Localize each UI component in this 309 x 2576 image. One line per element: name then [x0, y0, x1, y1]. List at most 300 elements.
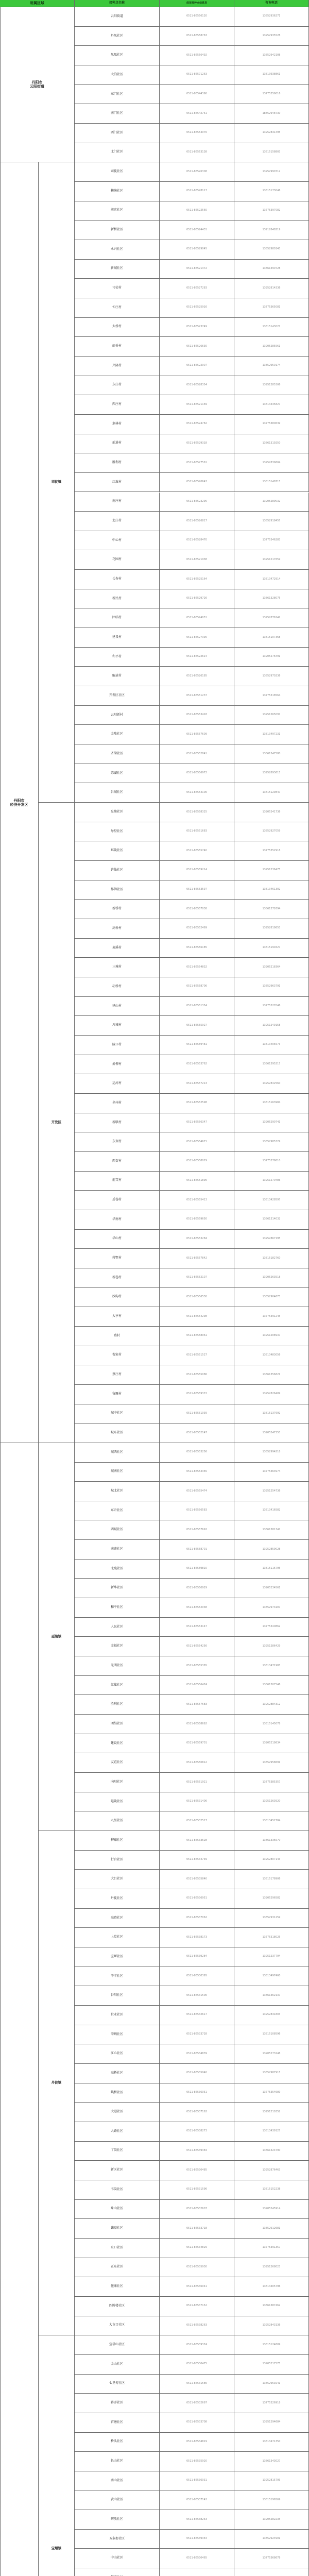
landline-cell: 0511-86551527 — [160, 1346, 234, 1366]
site-name-cell: 团结村 — [75, 608, 160, 628]
mobile-number: 13775354689 — [262, 2091, 281, 2094]
mobile-number: 13815124809 — [262, 2343, 281, 2346]
phone-cell — [234, 182, 309, 201]
landline-cell: 0511-86538273 — [160, 2122, 234, 2142]
mobile-number: 13815129847 — [262, 790, 281, 794]
mobile-number: 13951249158 — [262, 1023, 281, 1027]
landline-cell: 0511-86552469 — [160, 919, 234, 939]
phone-cell — [234, 1016, 309, 1036]
mobile-number: 13951263920 — [262, 1800, 281, 1803]
mobile-number: 13815143027 — [262, 325, 281, 328]
mobile-number: 13952867195 — [262, 1237, 281, 1241]
mobile-number: 13815178906 — [262, 1877, 281, 1880]
site-name-cell: 新桥社区 — [75, 221, 160, 240]
header-phone: 咨询电话 — [234, 0, 309, 7]
landline-cell: 0511-86558701 — [160, 1540, 234, 1560]
mobile-number: 13861343027 — [262, 2459, 281, 2463]
phone-cell — [234, 1307, 309, 1327]
landline-cell: 0511-86537142 — [160, 2490, 234, 2510]
landline-cell: 0511-86524431 — [160, 221, 234, 240]
mobile-number: 13813938861 — [262, 73, 281, 76]
mobile-number: 13952859028 — [262, 1547, 281, 1551]
phone-cell — [234, 318, 309, 337]
site-name-cell: 团结社区 — [75, 1715, 160, 1734]
phone-cell — [234, 2083, 309, 2103]
phone-cell — [234, 2316, 309, 2336]
mobile-number: 13852912681 — [262, 2226, 281, 2230]
site-name-cell: 新民村 — [75, 589, 160, 609]
phone-cell — [234, 531, 309, 551]
phone-cell — [234, 2433, 309, 2452]
site-name-cell: 蒋乔社区 — [75, 2394, 160, 2413]
site-name-cell: 长春村 — [75, 570, 160, 589]
landline-cell: 0511-86551921 — [160, 1773, 234, 1792]
site-name-cell: 官塘社区 — [75, 2413, 160, 2433]
site-name-cell: 正东社区 — [75, 2258, 160, 2278]
site-name-cell: 大泊社区 — [75, 65, 160, 85]
header-site: 接种点名称 — [75, 0, 160, 7]
landline-cell: 0511-86525916 — [160, 298, 234, 318]
phone-cell — [234, 1385, 309, 1404]
landline-cell: 0511-86529318 — [160, 434, 234, 454]
subdistrict-cell: 开发区 — [39, 803, 75, 1443]
mobile-number: 13815190427 — [262, 946, 281, 950]
landline-cell: 0511-86530485 — [160, 2161, 234, 2180]
mobile-number: 13852942108 — [262, 53, 281, 57]
phone-cell — [234, 900, 309, 919]
site-name-cell: 丁岗社区 — [75, 2142, 160, 2161]
site-name-cell: 中心村 — [75, 531, 160, 551]
landline-cell: 0511-86563138 — [160, 143, 234, 163]
landline-cell: 0511-86556120 — [160, 7, 234, 27]
mobile-number: 13815145078 — [262, 1722, 281, 1725]
landline-cell: 0511-86536041 — [160, 2277, 234, 2297]
phone-cell — [234, 861, 309, 880]
landline-cell: 0511-86528117 — [160, 182, 234, 201]
site-name-cell: 北庄村 — [75, 512, 160, 531]
mobile-number: 13951254736 — [262, 1489, 281, 1493]
landline-cell: 0511-86559481 — [160, 1036, 234, 1055]
mobile-number: 13815182760 — [262, 1256, 281, 1260]
site-name-cell: 留雁村 — [75, 1385, 160, 1404]
landline-cell: 0511-86559701 — [160, 1734, 234, 1754]
phone-cell — [234, 2490, 309, 2510]
phone-cell — [234, 1074, 309, 1094]
mobile-number: 13861387462 — [262, 2304, 281, 2308]
mobile-number: 13905217575 — [262, 2362, 281, 2366]
mobile-number: 13951236475 — [262, 868, 281, 872]
header-region: 所属区域 — [0, 0, 75, 7]
site-name-cell: 华山村 — [75, 1230, 160, 1249]
site-name-cell: 司徒社区 — [75, 162, 160, 182]
mobile-number: 13952831803 — [262, 2013, 281, 2016]
mobile-number: 13861347580 — [262, 752, 281, 755]
mobile-number: 13852980143 — [262, 247, 281, 251]
mobile-number: 13861319250 — [262, 441, 281, 445]
phone-cell — [234, 1230, 309, 1249]
landline-cell: 0511-86552598 — [160, 1094, 234, 1113]
mobile-number: 13951265097 — [262, 713, 281, 717]
site-name-cell: 界牌社区 — [75, 880, 160, 900]
landline-cell: 0511-86530395 — [160, 1967, 234, 1987]
phone-cell — [234, 1676, 309, 1696]
site-name-cell: 四牌楼社区 — [75, 2297, 160, 2316]
site-name-cell: 仲庄村 — [75, 298, 160, 318]
mobile-number: 13852904673 — [262, 1295, 281, 1299]
subdistrict-cell: 司徒镇 — [39, 162, 75, 803]
mobile-number: 13813439127 — [262, 2129, 281, 2133]
mobile-number: 13813471983 — [262, 1664, 281, 1667]
landline-cell: 0511-86533718 — [160, 2219, 234, 2239]
site-name-cell: 五条街社区 — [75, 2530, 160, 2549]
phone-cell — [234, 1094, 309, 1113]
phone-cell — [234, 1249, 309, 1268]
mobile-number: 13813471350 — [262, 2439, 281, 2443]
landline-cell: 0511-86530465 — [160, 2549, 234, 2568]
phone-cell — [234, 240, 309, 260]
phone-cell — [234, 919, 309, 939]
site-name-cell — [75, 2568, 160, 2576]
site-name-cell: 前进村 — [75, 434, 160, 454]
phone-cell — [234, 298, 309, 318]
phone-cell — [234, 1753, 309, 1773]
site-name-cell: 和平村 — [75, 648, 160, 667]
mobile-number: 13952843136 — [262, 2324, 281, 2327]
phone-cell — [234, 744, 309, 764]
mobile-number: 13952831495 — [262, 131, 281, 134]
site-name-cell: 华南村 — [75, 1210, 160, 1230]
phone-cell — [234, 2258, 309, 2278]
phone-cell — [234, 1792, 309, 1812]
phone-cell — [234, 589, 309, 609]
mobile-number: 13905285561 — [262, 344, 281, 348]
mobile-number: 13775318564 — [262, 693, 281, 697]
mobile-number: 13952876463 — [262, 2168, 281, 2172]
landline-cell: 0511-86556474 — [160, 1676, 234, 1696]
phone-cell — [234, 1851, 309, 1870]
mobile-number: 13852918457 — [262, 519, 281, 522]
mobile-number: 13815196569 — [262, 2498, 281, 2501]
landline-cell: 0511-86539364 — [160, 2530, 234, 2549]
phone-cell — [234, 977, 309, 997]
phone-cell — [234, 124, 309, 143]
mobile-number: 13861328075 — [262, 597, 281, 600]
landline-cell: 0511-86558692 — [160, 1715, 234, 1734]
mobile-number: 13813497460 — [262, 1974, 281, 1978]
landline-cell: 0511-86537062 — [160, 1909, 234, 1928]
mobile-number: 13861324790 — [262, 2149, 281, 2153]
site-name-cell: 宝塔山社区 — [75, 2335, 160, 2355]
mobile-number: 13861336570 — [262, 1838, 281, 1842]
landline-cell: 0511-86557038 — [160, 900, 234, 919]
mobile-number: 13775385357 — [262, 1780, 281, 1784]
phone-cell — [234, 1327, 309, 1346]
mobile-number: 13852927059 — [262, 829, 281, 833]
landline-cell: 0511-86523749 — [160, 318, 234, 337]
mobile-number: 13815107368 — [262, 635, 281, 639]
site-name-cell: 南庄村 — [75, 493, 160, 512]
mobile-number: 13912848219 — [262, 228, 281, 231]
mobile-number: 13951268023 — [262, 2265, 281, 2269]
site-name-cell: 吕城社区 — [75, 783, 160, 803]
phone-cell — [234, 1172, 309, 1191]
site-name-cell: 大桥村 — [75, 318, 160, 337]
site-name-cell: 前艾村 — [75, 1172, 160, 1191]
landline-cell: 0511-86555413 — [160, 1191, 234, 1210]
site-name-cell: 韦岗社区 — [75, 2180, 160, 2200]
landline-cell: 0511-86538173 — [160, 1928, 234, 1947]
site-name-cell: 新区社区 — [75, 2161, 160, 2180]
site-name-cell: 永兴社区 — [75, 240, 160, 260]
site-name-cell: 新城社区 — [75, 260, 160, 279]
landline-cell: 0511-86556972 — [160, 764, 234, 784]
landline-cell: 0511-86535940 — [160, 2064, 234, 2083]
mobile-number: 13775368678 — [262, 2556, 281, 2560]
site-name-cell: 凤凰社区 — [75, 46, 160, 65]
mobile-number: 13952990712 — [262, 170, 281, 173]
mobile-number: 13952876142 — [262, 616, 281, 619]
mobile-number: 13815116795 — [262, 1567, 281, 1570]
landline-cell: 0511-86522614 — [160, 648, 234, 667]
landline-cell: 0511-86558763 — [160, 27, 234, 46]
mobile-number: 13852924901 — [262, 2537, 281, 2540]
phone-cell — [234, 85, 309, 105]
site-name-cell: 云阳新村 — [75, 706, 160, 725]
landline-cell: 0511-86526308 — [160, 162, 234, 182]
mobile-number: 13775340862 — [262, 1625, 281, 1629]
phone-cell — [234, 1482, 309, 1501]
site-name-cell: 胜利村 — [75, 453, 160, 473]
mobile-number: 13852931259 — [262, 1916, 281, 1920]
mobile-number: 13861356821 — [262, 1372, 281, 1376]
landline-cell: 0511-86557692 — [160, 1520, 234, 1540]
site-name-cell: 向阳社区 — [75, 1773, 160, 1792]
site-name-cell: 东门社区 — [75, 85, 160, 105]
phone-cell — [234, 1520, 309, 1540]
mobile-number: 13952842560 — [262, 1081, 281, 1085]
mobile-number: 13905263518 — [262, 1276, 281, 1279]
site-name-cell: 埤城村 — [75, 1016, 160, 1036]
site-name-cell: 幸福社区 — [75, 1637, 160, 1656]
landline-cell: 0511-86520643 — [160, 473, 234, 493]
site-name-cell: 大路社区 — [75, 2122, 160, 2142]
mobile-number: 13815148715 — [262, 480, 281, 484]
phone-cell — [234, 1132, 309, 1152]
mobile-number: 13815173046 — [262, 189, 281, 193]
phone-cell — [234, 357, 309, 376]
landline-cell: 0511-86551237 — [160, 686, 234, 706]
phone-cell — [234, 667, 309, 686]
phone-cell — [234, 2180, 309, 2200]
phone-cell — [234, 725, 309, 744]
landline-cell: 0511-86522907 — [160, 357, 234, 376]
district-cell — [0, 1443, 39, 2576]
phone-cell — [234, 1113, 309, 1133]
site-name-cell: 行宫社区 — [75, 1851, 160, 1870]
site-name-cell: 建山村 — [75, 997, 160, 1016]
landline-cell: 0511-86537152 — [160, 2297, 234, 2316]
phone-cell — [234, 2006, 309, 2025]
mobile-number: 13775363974 — [262, 1469, 281, 1473]
landline-cell: 0511-86557583 — [160, 1695, 234, 1715]
site-name-cell: 上党社区 — [75, 1928, 160, 1947]
phone-cell — [234, 27, 309, 46]
site-name-cell: 健康社区 — [75, 2277, 160, 2297]
phone-cell — [234, 221, 309, 240]
site-name-cell: 荣炳社区 — [75, 2025, 160, 2045]
site-name-cell: 光明社区 — [75, 1656, 160, 1676]
landline-cell: 0511-86532607 — [160, 2200, 234, 2219]
mobile-number: 13905219834 — [262, 1741, 281, 1745]
landline-cell: 0511-86554671 — [160, 1132, 234, 1152]
landline-cell: 0511-86559810 — [160, 1560, 234, 1579]
mobile-number: 13905296582 — [262, 1896, 281, 1900]
phone-cell — [234, 2200, 309, 2219]
phone-cell — [234, 1831, 309, 1851]
landline-cell: 0511-86554832 — [160, 958, 234, 977]
mobile-number: 13813405796 — [262, 2284, 281, 2288]
landline-cell: 0511-86531406 — [160, 1792, 234, 1812]
site-name-cell: 金陵社区 — [75, 725, 160, 744]
site-name-cell: 南门社区 — [75, 104, 160, 124]
phone-cell — [234, 1618, 309, 1637]
landline-cell: 0511-86550812 — [160, 1753, 234, 1773]
site-name-cell: 云阳街道 — [75, 7, 160, 27]
landline-cell: 0511-86552038 — [160, 1598, 234, 1618]
phone-cell — [234, 1986, 309, 2006]
site-name-cell: 友谊社区 — [75, 1753, 160, 1773]
site-name-cell: 京口社区 — [75, 2239, 160, 2258]
phone-cell — [234, 1947, 309, 1967]
site-name-cell: 蔡庄村 — [75, 1365, 160, 1385]
landline-cell: 0511-86556347 — [160, 1113, 234, 1133]
site-name-cell: 北苑社区 — [75, 1560, 160, 1579]
phone-cell — [234, 1656, 309, 1676]
mobile-number: 13861381347 — [262, 1528, 281, 1531]
phone-cell — [234, 473, 309, 493]
phone-cell — [234, 608, 309, 628]
site-name-cell: 开发区社区 — [75, 686, 160, 706]
landline-cell: 0511-86527561 — [160, 453, 234, 473]
phone-cell — [234, 939, 309, 958]
mobile-number: 13852958691 — [262, 1760, 281, 1764]
phone-cell — [234, 1811, 309, 1831]
phone-cell — [234, 686, 309, 706]
mobile-number: 13852950174 — [262, 364, 281, 367]
mobile-number: 13905282235 — [262, 2517, 281, 2521]
phone-cell — [234, 1928, 309, 1947]
landline-cell: 0511-86532517 — [160, 1811, 234, 1831]
site-name-cell: 和平社区 — [75, 1598, 160, 1618]
mobile-number: 13905289032 — [262, 499, 281, 503]
landline-cell: 0511-86533628 — [160, 1831, 234, 1851]
header-landline: 疫苗接种点信息表 — [160, 0, 234, 7]
site-name-cell: 司徒村 — [75, 279, 160, 298]
phone-cell — [234, 1889, 309, 1909]
phone-cell — [234, 1870, 309, 1889]
mobile-number: 13852987915 — [262, 2071, 281, 2075]
landline-cell: 0511-86539374 — [160, 2335, 234, 2355]
phone-cell — [234, 260, 309, 279]
landline-cell: 0511-86556185 — [160, 939, 234, 958]
phone-cell — [234, 2375, 309, 2394]
phone-cell — [234, 2452, 309, 2471]
phone-cell — [234, 958, 309, 977]
landline-cell: 0511-86539384 — [160, 2142, 234, 2161]
phone-cell — [234, 104, 309, 124]
mobile-number: 13775391245 — [262, 1314, 281, 1318]
mobile-number: 13952884312 — [262, 1702, 281, 1706]
site-name-cell: 谷阳社区 — [75, 1986, 160, 2006]
landline-cell: 0511-86536051 — [160, 2083, 234, 2103]
landline-cell: 0511-86554106 — [160, 783, 234, 803]
phone-cell — [234, 2471, 309, 2491]
landline-cell: 0511-86555365 — [160, 1656, 234, 1676]
site-name-cell: 皇塘社区 — [75, 803, 160, 822]
mobile-number: 13861314032 — [262, 1217, 281, 1221]
site-name-cell: 谏壁社区 — [75, 2219, 160, 2239]
site-name-cell: 延陵社区 — [75, 1792, 160, 1812]
site-name-cell: 七里甸社区 — [75, 2375, 160, 2394]
phone-cell — [234, 2103, 309, 2122]
landline-cell: 0511-86556583 — [160, 1501, 234, 1521]
district-cell: 丹阳市 云阳街道 — [0, 7, 75, 162]
phone-cell — [234, 1695, 309, 1715]
landline-cell: 0511-86534839 — [160, 2044, 234, 2064]
mobile-number: 13775326918 — [262, 2401, 281, 2404]
site-name-cell: 导墅社区 — [75, 822, 160, 842]
landline-cell: 0511-86542751 — [160, 104, 234, 124]
site-name-cell: 沙沟村 — [75, 1288, 160, 1308]
phone-cell — [234, 1152, 309, 1172]
phone-cell — [234, 1909, 309, 1928]
phone-cell — [234, 493, 309, 512]
phone-cell — [234, 2335, 309, 2355]
site-name-cell: 东贺村 — [75, 1132, 160, 1152]
landline-cell: 0511-86526185 — [160, 667, 234, 686]
landline-cell: 0511-86535920 — [160, 2452, 234, 2471]
phone-cell — [234, 2394, 309, 2413]
phone-cell — [234, 570, 309, 589]
site-name-cell: 解放社区 — [75, 2510, 160, 2530]
landline-cell: 0511-86558706 — [160, 977, 234, 997]
landline-cell: 0511-86522560 — [160, 201, 234, 221]
phone-cell — [234, 706, 309, 725]
site-name-cell: 花园村 — [75, 550, 160, 570]
phone-cell — [234, 803, 309, 822]
mobile-number: 13861362137 — [262, 1993, 281, 1997]
site-name-cell: 西城社区 — [75, 1520, 160, 1540]
landline-cell: 0511-86528354 — [160, 376, 234, 396]
site-name-cell: 大港社区 — [75, 2103, 160, 2122]
mobile-number: 13813405673 — [262, 1043, 281, 1046]
mobile-number: 13813483056 — [262, 1353, 281, 1357]
mobile-number: 13905245914 — [262, 2207, 281, 2211]
site-name-cell: 葛村 — [75, 1327, 160, 1346]
landline-cell: 0511-86535840 — [160, 1870, 234, 1889]
landline-cell: 0511-86523295 — [160, 493, 234, 512]
subdistrict-cell: 丹徒镇 — [39, 1831, 75, 2335]
phone-cell — [234, 1598, 309, 1618]
phone-cell — [234, 279, 309, 298]
site-name-cell: 姚桥社区 — [75, 2083, 160, 2103]
phone-cell — [234, 2549, 309, 2568]
mobile-number: 13905234561 — [262, 1586, 281, 1589]
mobile-number: 13813497231 — [262, 732, 281, 736]
landline-cell: 0511-86554256 — [160, 1637, 234, 1656]
landline-cell: 0511-86532617 — [160, 2006, 234, 2025]
site-name-cell: 虹桥村 — [75, 337, 160, 357]
